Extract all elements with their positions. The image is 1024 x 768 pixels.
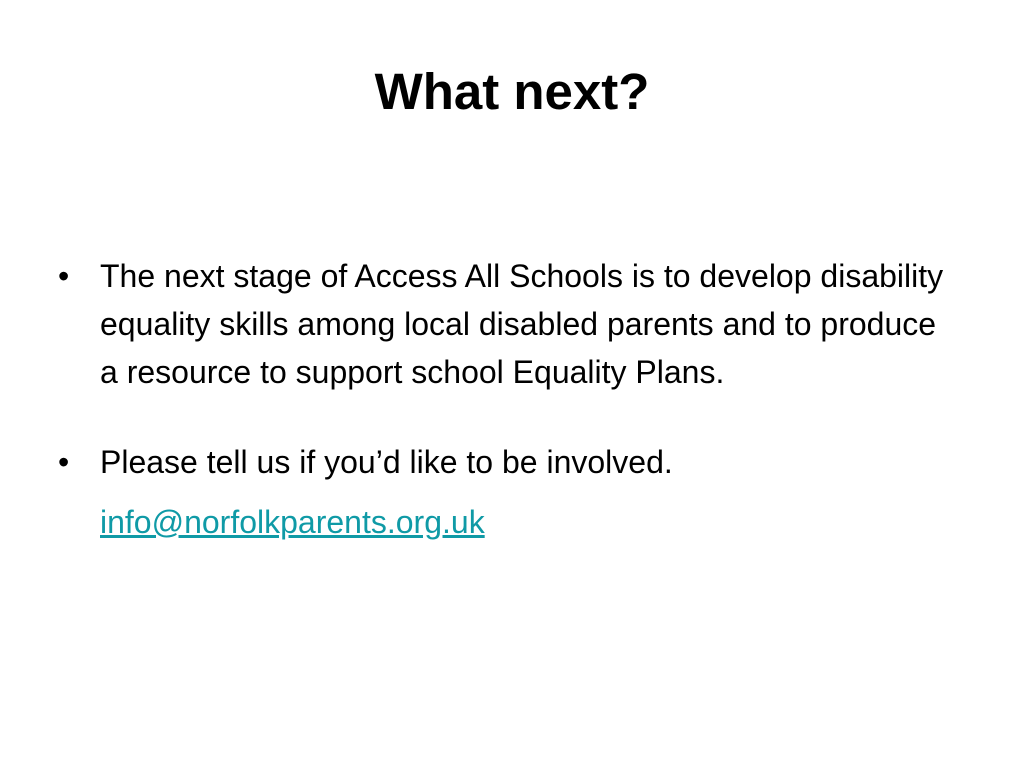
bullet-icon: • (58, 258, 70, 294)
bullet-item-next-stage (58, 252, 958, 396)
slide-title: What next? (374, 63, 650, 120)
contact-email-link[interactable]: info@norfolkparents.org.uk (100, 504, 485, 540)
bullet-text-get-involved: Please tell us if you’d like to be involved. (100, 444, 673, 480)
bullet-list (58, 252, 958, 546)
bullet-text-next-stage: The next stage of Access All Schools is to develop disability equality skills among local disabled parents and to produce a resource to support school Equality Plans. (100, 258, 944, 390)
bullet-item-get-involved (58, 438, 958, 546)
bullet-icon: • (58, 444, 70, 480)
